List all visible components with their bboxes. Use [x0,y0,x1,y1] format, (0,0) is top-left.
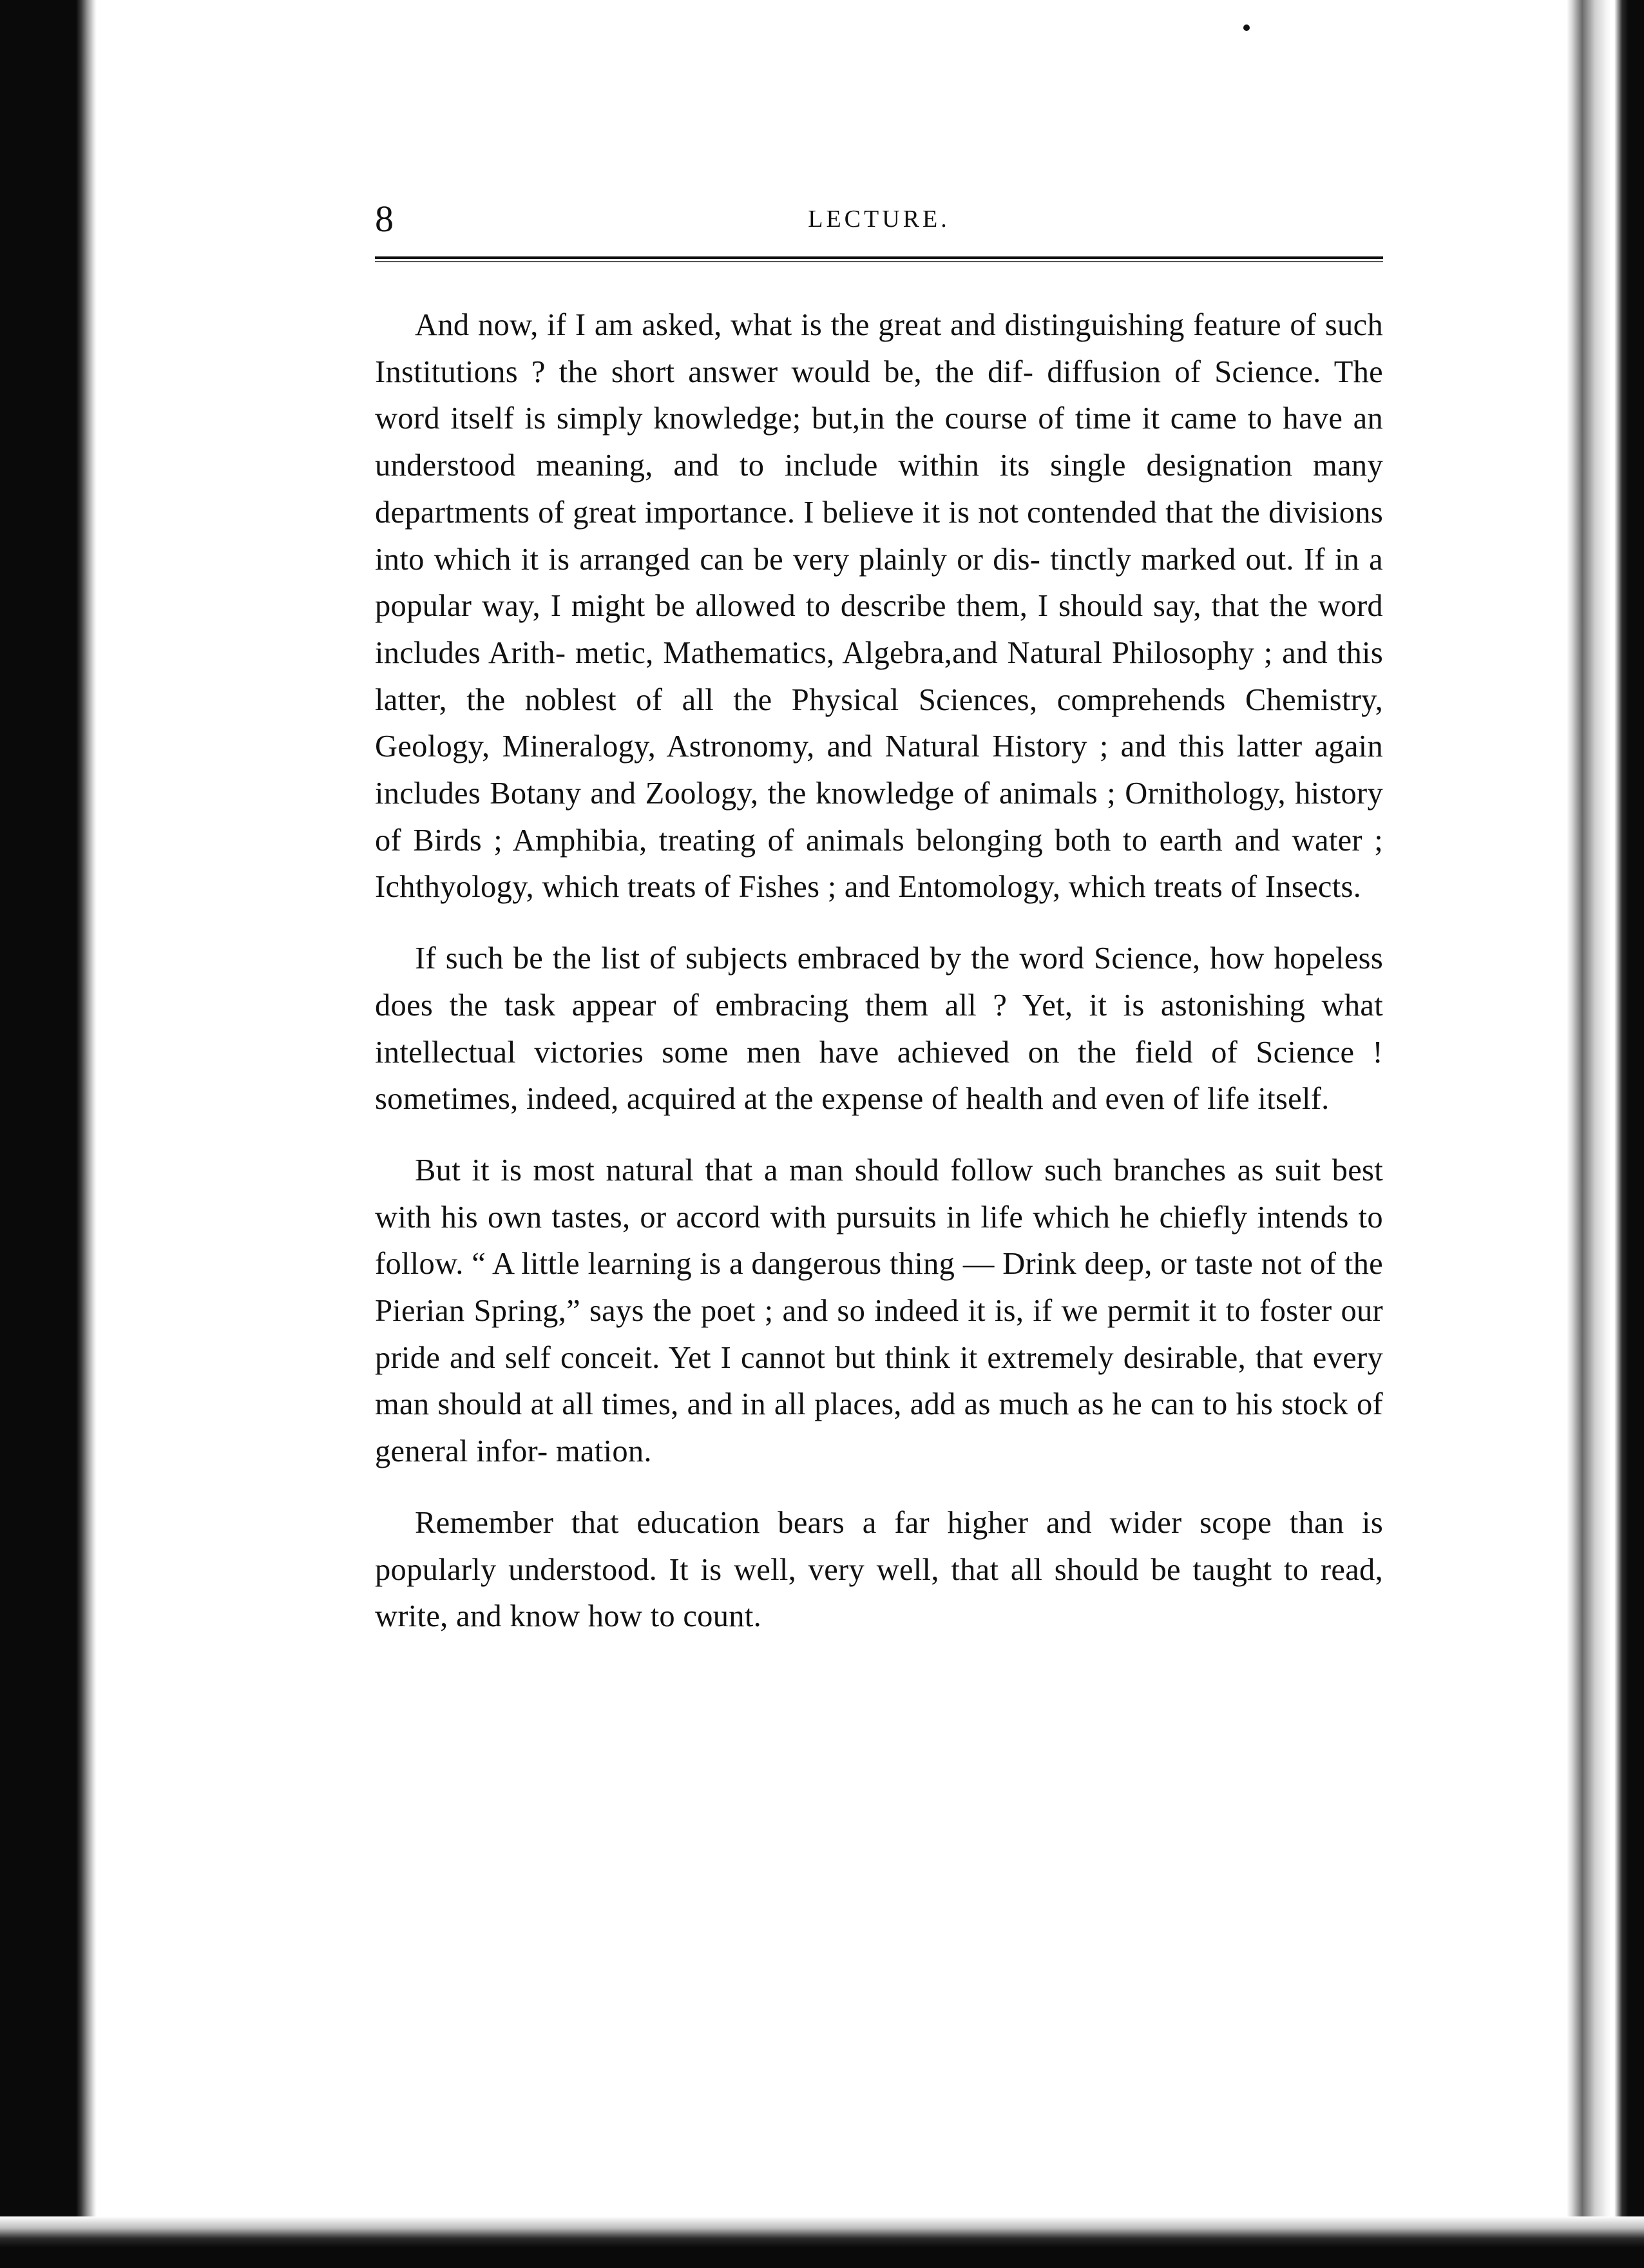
running-head-title: LECTURE. [808,206,950,233]
ink-speck [1243,24,1250,31]
head-rule [375,256,1383,262]
paragraph: Remember that education bears a far higher and wider scope than is popularly understood. It is well, very well, that all should be taught to read, write, and know how to count. [375,1505,1383,1634]
scan-left-edge [0,0,97,2268]
book-page [375,193,1383,1665]
scan-bottom-edge [0,2216,1644,2268]
paragraph: And now, if I am asked, what is the great and distinguishing feature of such Institutions ? the short answer would be, the dif- diffusion of Science. The word itself is simply knowledge; but,in the course of time it came to have an understood meaning, and to include within its single designation many departments of great importance. I believe it is not contended that the divisions into which it is arranged can be very plainly or dis- tinctly marked out. If in a popular way, I might be allowed to describe them, I should say, that the word includes Arith- metic, Mathematics, Algebra,and Natural Philosophy ; and this latter, the noblest of all the Physical Sciences, comprehends Chemistry, Geology, Mineralogy, Astronomy, and Natural History ; and this latter again includes Botany and Zoology, the knowledge of animals ; Ornithology, history of Birds ; Amphibia, treating of animals belonging both to earth and water ; Ichthyology, which treats of Fishes ; and Entomology, which treats of Insects. [375,308,1383,905]
body-text [375,302,1383,1640]
page-number: 8 [375,198,394,240]
scan-right-edge [1567,0,1644,2268]
paragraph: If such be the list of subjects embraced by the word Science, how hopeless does the task appear of embracing them all ? Yet, it is astonishing what intellectual victories some men have achieved on the field of Science ! sometimes, indeed, acquired at the expense of health and even of life itself. [375,941,1383,1117]
paragraph: But it is most natural that a man should follow such branches as suit best with his own tastes, or accord with pursuits in life which he chiefly intends to follow. “ A little learning is a dangerous thing — Drink deep, or taste not of the Pierian Spring,” says the poet ; and so indeed it is, if we permit it to foster our pride and self conceit. Yet I cannot but think it extremely desirable, that every man should at all times, and in all places, add as much as he can to his stock of general infor- mation. [375,1153,1383,1469]
running-head [375,193,1383,245]
